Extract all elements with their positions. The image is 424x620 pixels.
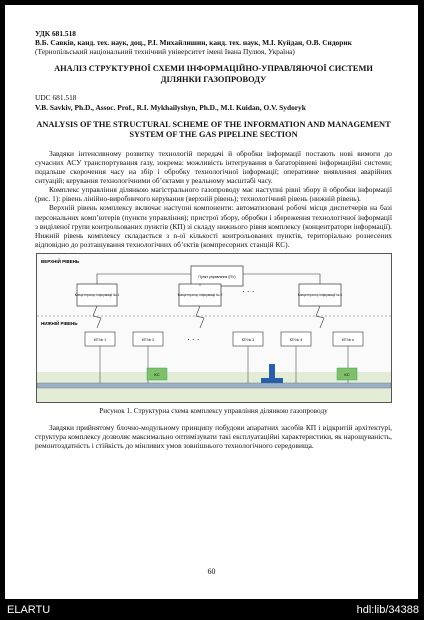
paragraph-3: Верхній рівень комплексу включає наступні компоненти: автоматизовані робочі місця диспетчерів на базі персональних комп’ютерів (пункти управління); пристрої збору, обробки і збереження технологічної інформації з виділеної групи контрольованих пунктів (КП) зі складу нижнього рівня комплексу (концентратори інформації). Нижній рівень комплексу складається з n-ої кількості контрольованих пунктів, територіально рознесених відповідно до розташування технологічних об’єктів (компресорних станцій КС). bbox=[35, 203, 392, 249]
pipeline bbox=[37, 383, 391, 388]
kp-dots: · · · bbox=[187, 334, 200, 344]
concentrator-1-label: Концентратор інформації № 1 bbox=[74, 292, 120, 297]
valve-base-icon bbox=[261, 378, 283, 383]
concentrator-k-label: Концентратор інформації № k bbox=[297, 292, 343, 297]
footer-right: hdl:lib/34388 bbox=[356, 604, 419, 616]
page-number: 60 bbox=[207, 567, 216, 576]
kp1-label: КП № 1 bbox=[93, 337, 107, 342]
link-ck-pu bbox=[243, 274, 320, 284]
paragraph-2: Комплекс управління ділянкою магістрального газопроводу має наступні рівні збору й обробки інформації (рис. 1): рівень лінійно-виробничого керування (верхній рівень); технологічний рівень (нижній рівень). bbox=[35, 185, 392, 204]
udc-ua: УДК 681.518 bbox=[35, 29, 76, 38]
link-c1-pu bbox=[97, 274, 191, 284]
authors-ua: В.Б. Савків, канд. тех. наук, доц., Р.І. Михайлишин, канд. тех. наук, М.І. Куйдан, О.В. Сидорик bbox=[35, 38, 352, 48]
control-point-label: Пункт управління (ПУ) bbox=[198, 274, 236, 279]
kp2-label: КП № 2 bbox=[141, 337, 155, 342]
structure-diagram bbox=[36, 253, 392, 403]
radio-link-2 bbox=[196, 306, 204, 328]
paragraph-1: Завдяки інтенсивному розвитку технологій передачі й обробки інформації постають нові вимоги до сучасних АСУ транспортування газу, зокрема: можливість інтегрування в багаторівневі інформаційні системи; подальше скорочення часу на збір і обробку технологічної інформації; оперативне виявлення аварійних ситуацій; керування технологічними об’єктами у реальному масштабі часу. bbox=[35, 148, 392, 186]
kp4-label: КП № 4 bbox=[289, 337, 303, 342]
affiliation-ua: (Тернопільський національний технічний університет імені Івана Пулюя, Україна) bbox=[35, 47, 295, 57]
kpn-label: КП № n bbox=[341, 337, 355, 342]
paper-page bbox=[4, 4, 419, 600]
lower-level-label: НИЖНІЙ РІВЕНЬ bbox=[41, 320, 78, 326]
authors-en: V.B. Savkiv, Ph.D., Assoc. Prof., R.I. Mykhailyshyn, Ph.D., M.I. Kuidan, O.V. Sydoryk bbox=[35, 102, 306, 112]
concentrator-dots: · · · bbox=[242, 286, 255, 296]
concentrator-2-label: Концентратор інформації № 2 bbox=[177, 292, 223, 297]
udc-en: UDC 681.518 bbox=[35, 93, 77, 103]
figure-caption: Рисунок 1. Структурна схема комплексу управління ділянкою газопроводу bbox=[99, 406, 328, 415]
title-ua: АНАЛІЗ СТРУКТУРНОЇ СХЕМИ ІНФОРМАЦІЙНО-УПРАВЛЯЮЧОЇ СИСТЕМИ ДІЛЯНКИ ГАЗОПРОВОДУ bbox=[54, 64, 373, 84]
paragraph-4: Завдяки прийнятому блочно-модульному принципу побудови апаратних засобів КП і відкритій архітектурі, структура комплексу дозволяє максимально оптимізувати такі експлуатаційні характеристики, як нарощуваність, ремонтоздатність і стійкість до мінливих умов зовнішнього технологічного середовища. bbox=[35, 422, 392, 451]
ks-label-2: КС bbox=[344, 371, 350, 377]
ks-label-1: КС bbox=[154, 371, 160, 377]
radio-link-3 bbox=[316, 306, 324, 328]
upper-level-label: ВЕРХНІЙ РІВЕНЬ bbox=[41, 258, 80, 264]
footer-bar bbox=[0, 600, 424, 620]
kp3-label: КП № 3 bbox=[241, 337, 255, 342]
title-en: ANALYSIS OF THE STRUCTURAL SCHEME OF THE INFORMATION AND MANAGEMENT SYSTEM OF THE GAS PIPELINE SECTION bbox=[36, 119, 391, 140]
footer-left: ELARTU bbox=[7, 604, 51, 616]
radio-link-1 bbox=[93, 306, 101, 328]
